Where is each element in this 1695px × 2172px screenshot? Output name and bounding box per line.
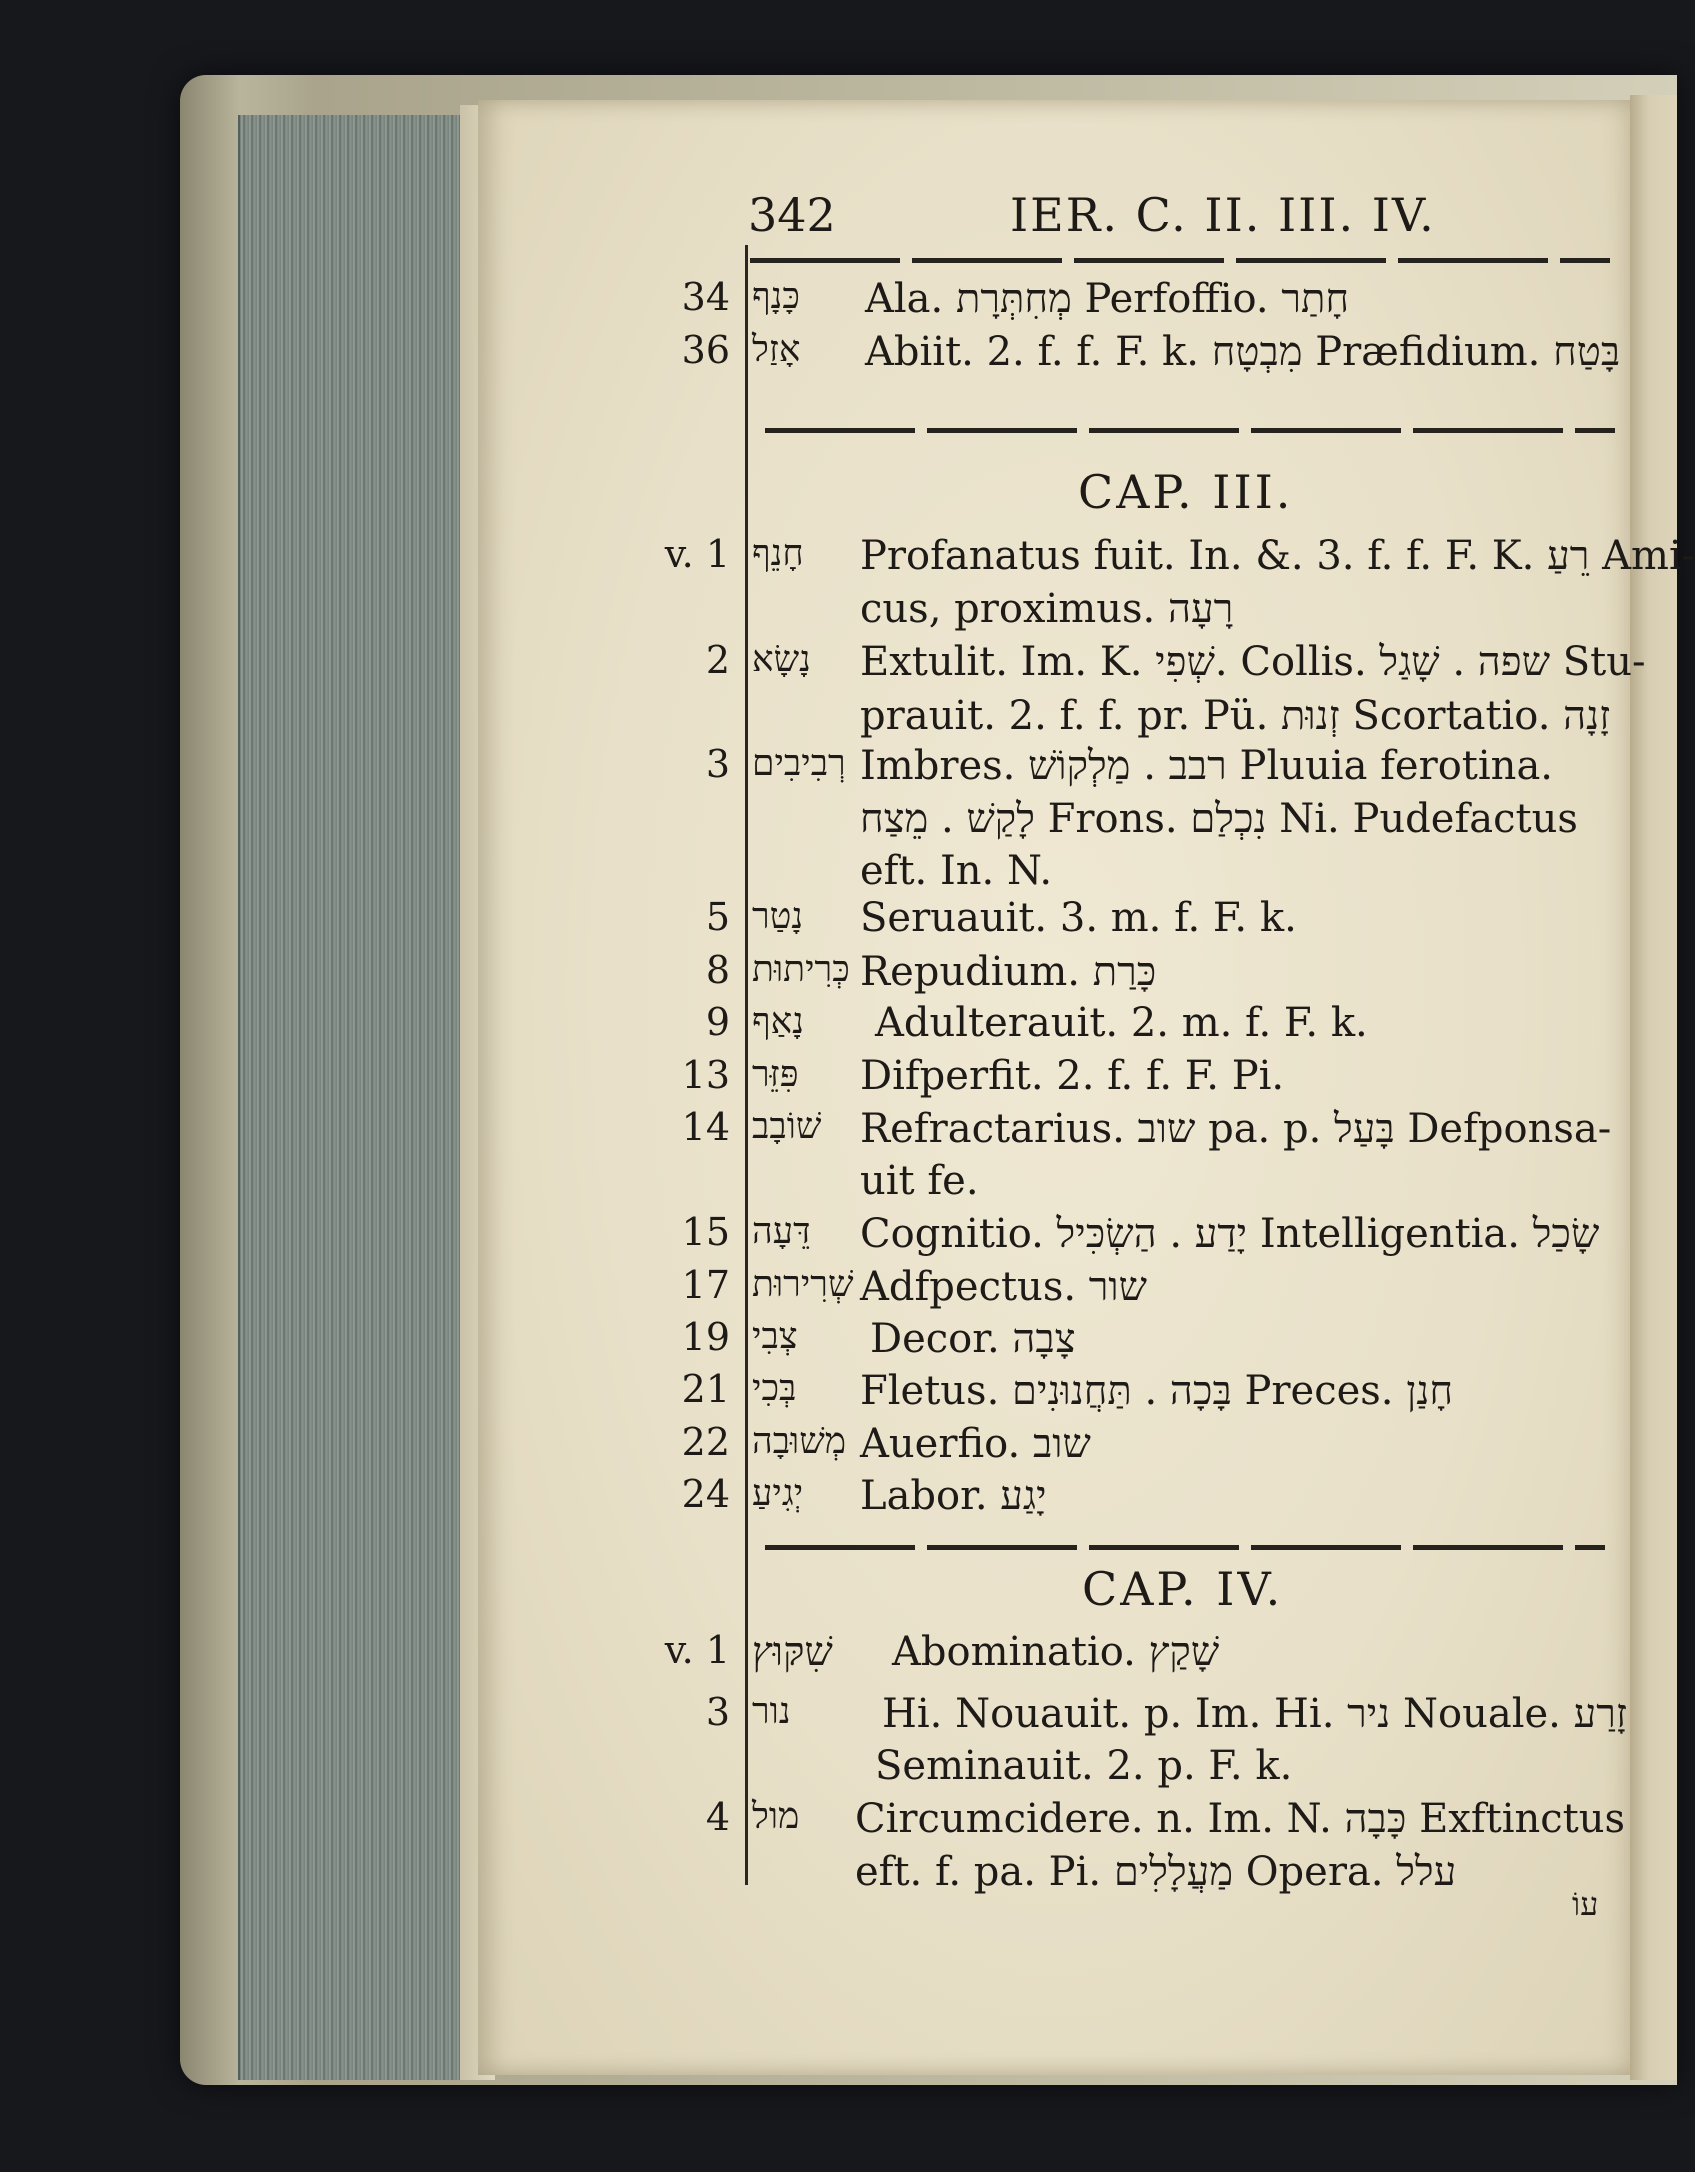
entry-row [0, 532, 1695, 587]
definition: Difperfit. 2. f. f. F. Pi. [860, 1053, 1285, 1099]
verse-number: 21 [681, 1367, 730, 1411]
definition: Labor. יָגַע [860, 1473, 1047, 1519]
catchword: עוֹ [1572, 1885, 1599, 1923]
chapter-heading: CAP. III. [1078, 465, 1294, 519]
entry-row [0, 328, 1677, 383]
definition-continued: לָקַשׁ . מֵצַח Frons. נִכְלַם Ni. Pudefactus [860, 796, 1578, 842]
definition: Extulit. Im. K. שְׁפִי. Collis. שפה . שָׁגַל Stu- [860, 639, 1646, 685]
entry-row [0, 1263, 1677, 1318]
verse-number: 15 [681, 1210, 730, 1254]
definition-continued: eft. f. pa. Pi. מַעֲלָלִים Opera. עלל [855, 1849, 1457, 1895]
verse-number: 2 [705, 638, 730, 682]
entry-row [0, 1210, 1677, 1265]
definition: Fletus. בָּכָה . תַּחֲנוּנִים Preces. חָנַן [860, 1368, 1454, 1414]
entry-row [0, 1472, 1677, 1527]
section-rule [765, 428, 1615, 433]
definition: Circumcidere. n. Im. N. כָּבָה Exftinctus [855, 1796, 1626, 1842]
hebrew-headword: נָטַר [752, 896, 804, 937]
verse-number: v. 1 [664, 532, 730, 576]
definition: Adfpectus. שור [860, 1264, 1147, 1310]
definition: Abominatio. שָׁקַץ [892, 1629, 1220, 1675]
hebrew-headword: נָאַף [752, 1001, 804, 1042]
verse-number: 9 [705, 1000, 730, 1044]
definition: Abiit. 2. f. f. F. k. מִבְטָח Præfidium. בָּטַח [865, 329, 1621, 375]
page-number: 342 [748, 188, 836, 242]
entry-row [0, 895, 1677, 950]
definition: Ala. מְחִתְּרָת Perfoffio. חָתַר [865, 276, 1350, 322]
hebrew-headword: שׁוֹבָב [752, 1106, 822, 1147]
entry-row [0, 1315, 1677, 1370]
verse-number: 36 [681, 328, 730, 372]
running-title: IER. C. II. III. IV. [1010, 188, 1436, 242]
hebrew-headword: נָשָׂא [752, 639, 811, 680]
hebrew-headword: נור [752, 1691, 791, 1732]
definition: Cognitio. יָדַע . הַשְׂכִּיל Intelligentia. שָׂכַל [860, 1211, 1600, 1257]
hebrew-headword: בְּכִי [752, 1368, 797, 1409]
definition: Imbres. רבב . מַלְקוֹשׁ Pluuia ferotina. [860, 743, 1553, 789]
verse-number: 24 [681, 1472, 730, 1516]
verse-number: 3 [705, 1690, 730, 1734]
entry-row [0, 742, 1677, 797]
definition: Decor. צָבָה [870, 1316, 1076, 1362]
entry-row [0, 275, 1677, 330]
entry-row [0, 1628, 1677, 1683]
entry-row [0, 1367, 1677, 1422]
entry-row [0, 1053, 1677, 1108]
verse-number: 5 [705, 895, 730, 939]
entry-row [0, 638, 1677, 693]
definition: Auerfio. שוב [860, 1421, 1091, 1467]
verse-number: v. 1 [664, 1628, 730, 1672]
verse-number: 34 [681, 275, 730, 319]
hebrew-headword: מול [752, 1796, 800, 1837]
verse-number: 22 [681, 1420, 730, 1464]
definition: Seruauit. 3. m. f. F. k. [860, 895, 1297, 941]
definition-continued: uit fe. [860, 1158, 979, 1204]
verse-number: 19 [681, 1315, 730, 1359]
hebrew-headword: שְׁרִירוּת [752, 1264, 854, 1305]
hebrew-headword: דֵּעָה [752, 1211, 811, 1252]
definition-continued: cus, proximus. רָעָה [860, 586, 1234, 632]
chapter-heading: CAP. IV. [1082, 1562, 1284, 1616]
verse-number: 4 [705, 1795, 730, 1839]
verse-number: 14 [681, 1105, 730, 1149]
hebrew-headword: יְגִיעַ [752, 1473, 804, 1514]
hebrew-headword: מְשׁוּבָה [752, 1421, 847, 1462]
section-rule [765, 1545, 1605, 1550]
hebrew-headword: רְבִיבִים [752, 743, 846, 784]
header-rule [750, 258, 1610, 263]
hebrew-headword: פִּזֵּר [752, 1054, 799, 1095]
hebrew-headword: אָזַל [752, 329, 801, 370]
hebrew-headword: כָּנָף [752, 276, 800, 317]
verse-number: 8 [705, 948, 730, 992]
definition-continued: prauit. 2. f. f. pr. Pü. זְנוּת Scortatio. זָנָה [860, 693, 1611, 739]
entry-row [0, 1690, 1677, 1745]
hebrew-headword: צְבִי [752, 1316, 798, 1357]
entry-row [0, 1105, 1677, 1160]
hebrew-headword: חָנֵף [752, 533, 804, 574]
hebrew-headword: כְּרִיתוּת [752, 949, 850, 990]
definition: Hi. Nouauit. p. Im. Hi. ניר Nouale. זָרַע [882, 1691, 1628, 1737]
entry-row [0, 1795, 1677, 1850]
definition: Profanatus fuit. In. &. 3. f. f. F. K. רֵעַ Ami- [860, 533, 1695, 579]
entry-row [0, 1420, 1677, 1475]
hebrew-headword: שִׁקּוּץ [752, 1629, 833, 1675]
verse-number: 3 [705, 742, 730, 786]
definition-continued: eft. In. N. [860, 848, 1053, 894]
entry-row [0, 948, 1677, 1003]
verse-number: 13 [681, 1053, 730, 1097]
definition-continued: Seminauit. 2. p. F. k. [875, 1743, 1293, 1789]
definition: Refractarius. שוב pa. p. בָּעַל Defponsa- [860, 1106, 1612, 1152]
entry-row [0, 1000, 1677, 1055]
definition: Adulterauit. 2. m. f. F. k. [875, 1000, 1368, 1046]
verse-number: 17 [681, 1263, 730, 1307]
definition: Repudium. כָּרַת [860, 949, 1157, 995]
